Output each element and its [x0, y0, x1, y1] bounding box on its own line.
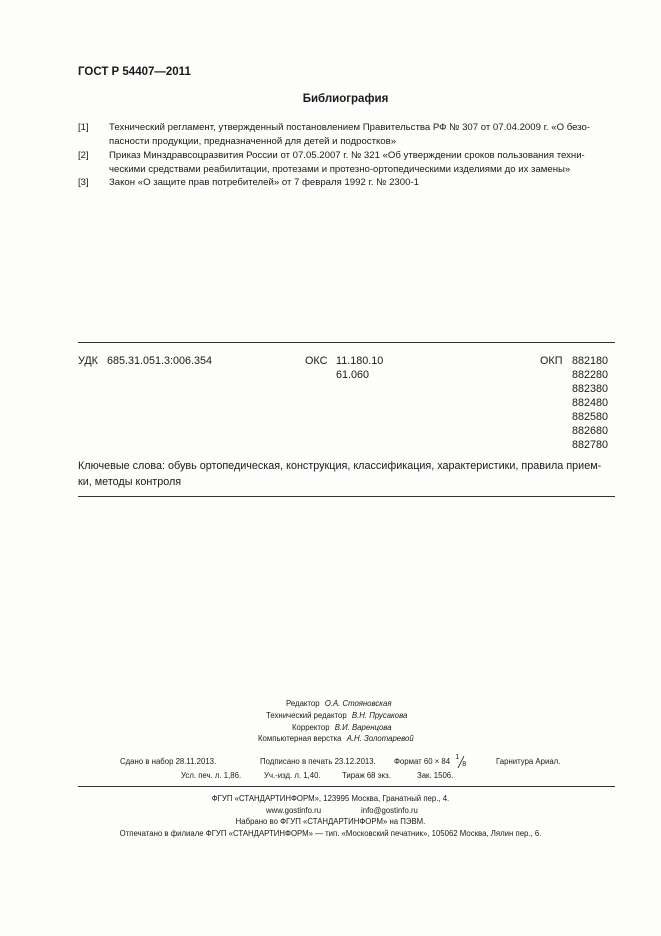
okp-code: 882680: [571, 425, 608, 437]
ref-text-line: Приказ Минздравсоцразвития России от 07.05.2007 г. № 321 «Об утверждении сроков пользования техни-: [109, 150, 585, 161]
typeset-info: Набрано во ФГУП «СТАНДАРТИНФОРМ» на ПЭВМ.: [235, 817, 426, 826]
bibliography-ref: [78, 176, 618, 190]
ref-number: [1]: [78, 122, 89, 133]
layout-name: А.Н. Золотаревой: [346, 734, 414, 743]
ref-text-line: ческими средствами реабилитации, протезами и протезно-ортопедическими изделиями до их замены»: [109, 163, 571, 175]
okp-code: 882380: [571, 383, 608, 395]
publisher-website: www.gostinfo.ru: [266, 806, 322, 815]
okp-code: 882180: [571, 355, 608, 367]
tech-editor-label: Технический редактор: [266, 711, 347, 720]
proofreader-name: В.И. Варенцова: [334, 723, 392, 732]
format: [394, 755, 468, 769]
ref-text-line: пасности продукции, предназначенной для детей и подростков»: [109, 135, 397, 147]
oks-code: 11.180.10: [336, 355, 384, 367]
print-run: Тираж 68 экз.: [342, 771, 391, 780]
ref-text-line: Закон «О защите прав потребителей» от 7 февраля 1992 г. № 2300-1: [109, 177, 419, 188]
ref-number: [3]: [78, 177, 89, 188]
divider: [78, 496, 615, 497]
okp-code: 882280: [571, 369, 608, 381]
editor-label: Редактор: [286, 699, 320, 708]
okp-label: ОКП: [540, 355, 563, 367]
format-label: Формат 60 × 84: [394, 757, 451, 767]
keywords: [78, 459, 615, 490]
okp-code: 882780: [571, 439, 608, 451]
bibliography-ref: [78, 121, 618, 148]
proofreader-label: Корректор: [292, 723, 330, 732]
typeface: Гарнитура Ариал.: [496, 757, 561, 766]
divider: [78, 786, 615, 787]
udk-label: УДК: [78, 355, 98, 367]
layout-label: Компьютерная верстка: [258, 734, 342, 743]
format-denominator: 8: [462, 761, 467, 768]
printing-info: Отпечатано в филиале ФГУП «СТАНДАРТИНФОРМ» — тип. «Московский печатник», 105062 Москва, Лялин пер., 6.: [119, 829, 542, 838]
editor-credit: [286, 699, 392, 708]
publisher-email: info@gostinfo.ru: [361, 806, 418, 815]
publisher-address: ФГУП «СТАНДАРТИНФОРМ», 123995 Москва, Гранатный пер., 4.: [211, 794, 450, 803]
udk-value: 685.31.051.3:006.354: [106, 355, 213, 367]
order-number: Зак. 1506.: [417, 771, 454, 780]
publisher-sheets: Уч.-изд. л. 1,40.: [264, 771, 321, 780]
submitted-date: Сдано в набор 28.11.2013.: [120, 757, 217, 766]
keywords-line: ки, методы контроля: [78, 475, 182, 488]
ref-text-line: Технический регламент, утвержденный постановлением Правительства РФ № 307 от 07.04.2009 г. «О безо-: [109, 122, 591, 133]
tech-editor-credit: [266, 711, 407, 720]
okp-code: 882480: [571, 397, 608, 409]
bibliography-ref: [78, 149, 618, 176]
keywords-line: Ключевые слова: обувь ортопедическая, конструкция, классификация, характеристики, правила прием-: [78, 460, 602, 472]
layout-credit: [258, 734, 414, 743]
standard-id: ГОСТ Р 54407—2011: [78, 66, 191, 78]
ref-number: [2]: [78, 150, 89, 161]
print-sheets: Усл. печ. л. 1,86.: [181, 771, 242, 780]
oks-code: 61.060: [336, 369, 370, 381]
tech-editor-name: В.Н. Прусакова: [351, 711, 408, 720]
format-fraction: [454, 755, 468, 769]
proofreader-credit: [292, 723, 392, 732]
bibliography-title: Библиография: [302, 93, 389, 105]
oks-label: ОКС: [305, 355, 328, 367]
udk-classification: [78, 354, 212, 368]
format-numerator: 1: [455, 754, 460, 761]
signed-date: Подписано в печать 23.12.2013.: [260, 757, 376, 766]
okp-code: 882580: [571, 411, 608, 423]
editor-name: О.А. Стояновская: [324, 699, 392, 708]
divider: [78, 342, 615, 343]
